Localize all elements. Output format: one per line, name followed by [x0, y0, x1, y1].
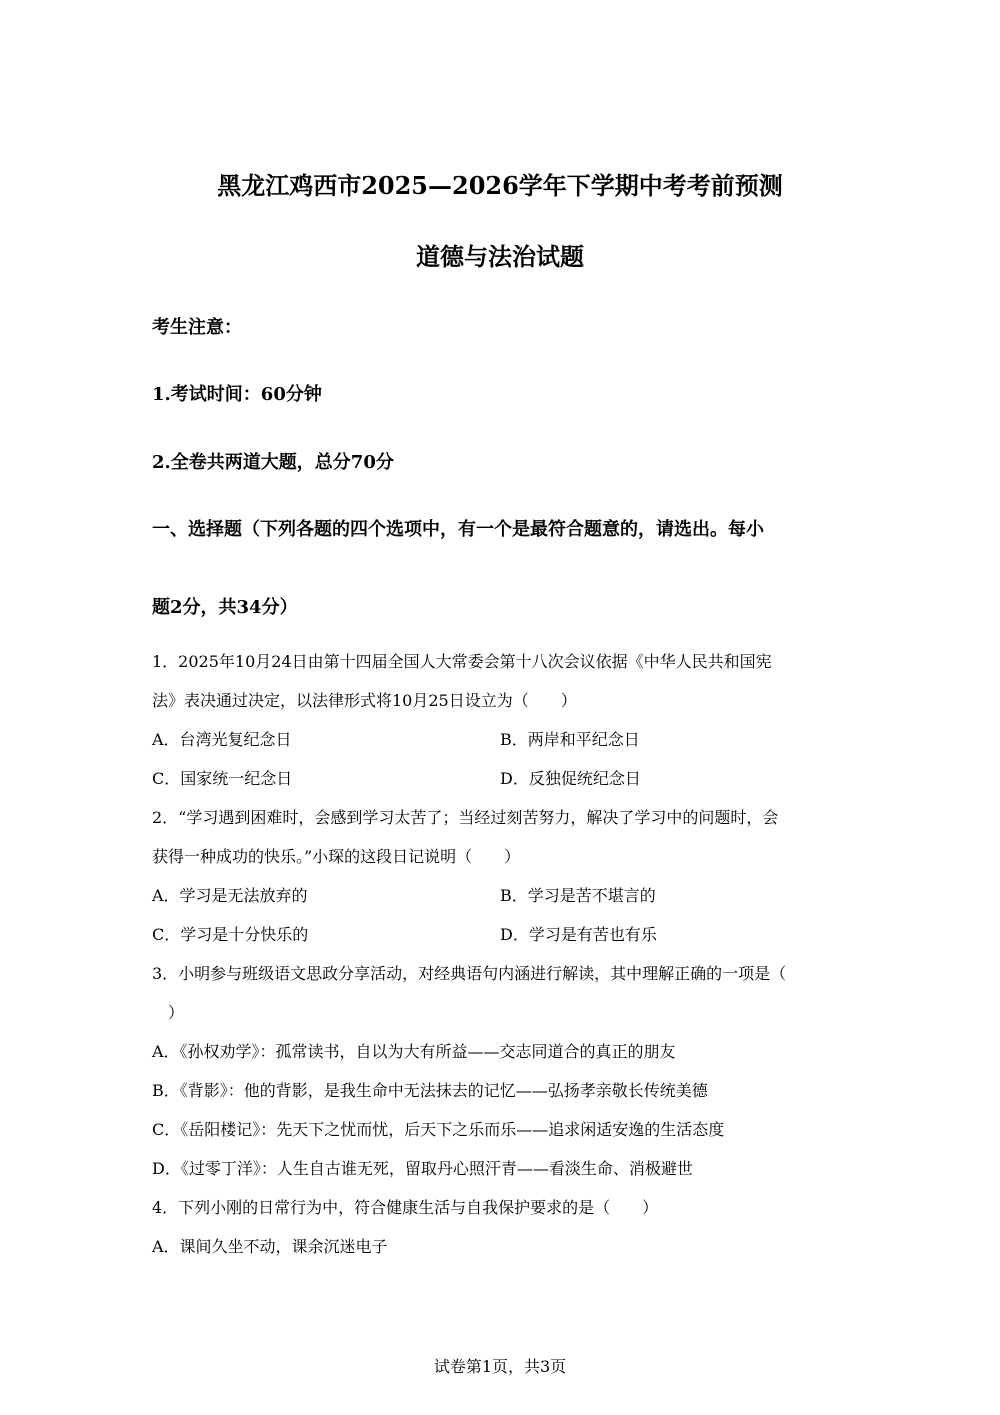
option-c: C．《岳阳楼记》：先天下之忧而忧，后天下之乐而乐——追求闲适安逸的生活态度 — [152, 1120, 725, 1139]
question-stem: 3．小明参与班级语文思政分享活动，对经典语句内涵进行解读，其中理解正确的一项是（ — [152, 964, 787, 983]
option-a: A．课间久坐不动，课余沉迷电子 — [152, 1237, 388, 1256]
question-stem: 2．“学习遇到困难时，会感到学习太苦了；当经过刻苦努力，解决了学习中的问题时，会 — [152, 808, 779, 827]
question-stem: 4．下列小刚的日常行为中，符合健康生活与自我保护要求的是（ ） — [152, 1198, 659, 1217]
question-stem: 获得一种成功的快乐。”小琛的这段日记说明（ ） — [152, 847, 521, 866]
option-a: A．台湾光复纪念日 — [152, 730, 292, 749]
notice-item-score: 2.全卷共两道大题，总分70分 — [152, 452, 394, 473]
section-heading-cont: 题2分，共34分） — [152, 597, 298, 618]
option-a: A．《孙权劝学》：孤常读书，自以为大有所益——交志同道合的真正的朋友 — [152, 1042, 676, 1061]
notice-heading: 考生注意： — [152, 317, 242, 338]
option-a: A．学习是无法放弃的 — [152, 886, 308, 905]
exam-subject-title: 道德与法治试题 — [416, 242, 584, 271]
question-stem: 1．2025年10月24日由第十四届全国人大常委会第十八次会议依据《中华人民共和国宪 — [152, 652, 772, 671]
option-b: B．学习是苦不堪言的 — [500, 886, 656, 905]
option-b: B．《背影》：他的背影，是我生命中无法抹去的记忆——弘扬孝亲敬长传统美德 — [152, 1081, 708, 1100]
section-heading: 一、选择题（下列各题的四个选项中，有一个是最符合题意的，请选出。每小 — [152, 519, 764, 540]
notice-item-time: 1.考试时间：60分钟 — [152, 384, 322, 405]
option-d: D．学习是有苦也有乐 — [500, 925, 657, 944]
option-c: C．国家统一纪念日 — [152, 769, 293, 788]
exam-title: 黑龙江鸡西市2025—2026学年下学期中考考前预测 — [217, 171, 783, 200]
page-footer: 试卷第1页，共3页 — [433, 1357, 567, 1376]
question-stem: 法》表决通过决定，以法律形式将10月25日设立为（ ） — [152, 691, 577, 710]
option-d: D．《过零丁洋》：人生自古谁无死，留取丹心照汗青——看淡生命、消极避世 — [152, 1159, 693, 1178]
question-stem: ） — [152, 1003, 185, 1022]
option-b: B．两岸和平纪念日 — [500, 730, 640, 749]
option-d: D．反独促统纪念日 — [500, 769, 641, 788]
option-c: C．学习是十分快乐的 — [152, 925, 309, 944]
